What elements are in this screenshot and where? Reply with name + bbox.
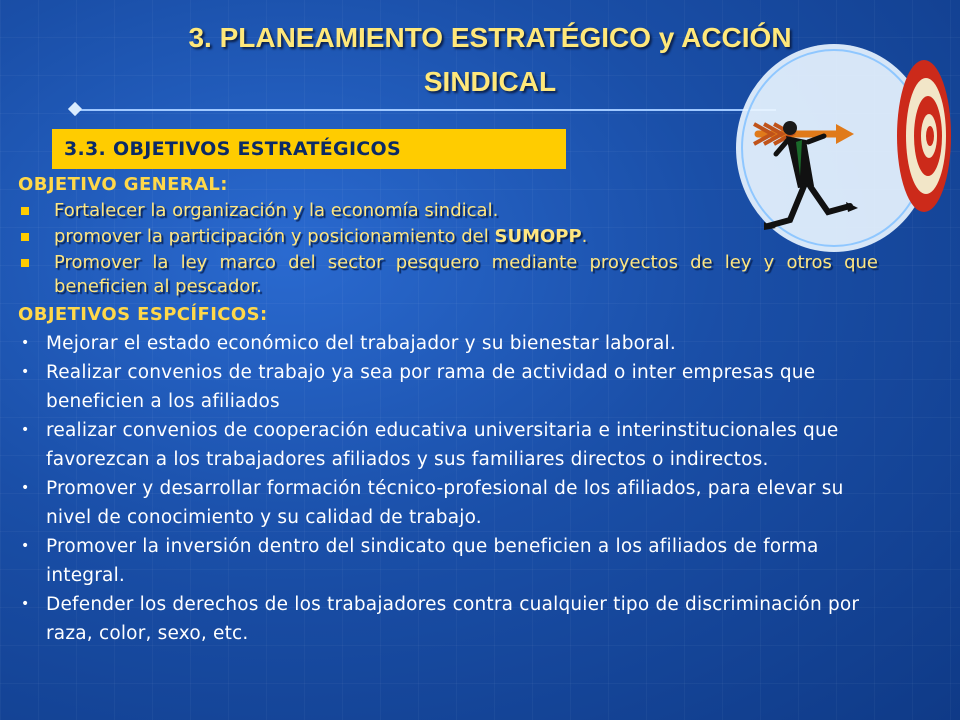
list-item (18, 590, 878, 648)
dot-bullet-icon: • (21, 480, 30, 496)
list-item (18, 532, 878, 590)
specific-item-text: Promover y desarrollar formación técnico-profesional de los afiliados, para elevar su nivel de conocimiento y su calidad de trabajo. (46, 478, 844, 528)
square-bullet-icon (21, 259, 29, 267)
list-item (18, 416, 878, 474)
square-bullet-icon (21, 207, 29, 215)
specific-item-text: realizar convenios de cooperación educativa universitaria e interinstitucionales que favorezcan a los trabajadores afiliados y sus familiares directos o indirectos. (46, 420, 839, 470)
list-item (18, 251, 878, 299)
list-item (18, 358, 878, 416)
specific-item-text: Promover la inversión dentro del sindicato que beneficien a los afiliados de forma integral. (46, 536, 819, 586)
dot-bullet-icon: • (21, 335, 30, 351)
section-heading: 3.3. OBJETIVOS ESTRATÉGICOS (52, 129, 566, 169)
title-divider (76, 109, 776, 111)
general-item-text: Promover la ley marco del sector pesquero mediante proyectos de ley y otros que beneficien al pescador. (54, 252, 878, 297)
specific-objectives-list (18, 329, 878, 648)
dot-bullet-icon: • (21, 364, 30, 380)
slide-body (18, 171, 878, 648)
list-item (18, 225, 878, 249)
list-item (18, 474, 878, 532)
list-item (18, 199, 878, 223)
dot-bullet-icon: • (21, 596, 30, 612)
square-bullet-icon (21, 233, 29, 241)
specific-item-text: Mejorar el estado económico del trabajador y su bienestar laboral. (46, 333, 676, 354)
general-objective-list (18, 199, 878, 299)
slide-title-line1: 3. PLANEAMIENTO ESTRATÉGICO y ACCIÓN (188, 22, 792, 53)
specific-item-text: Defender los derechos de los trabajadores contra cualquier tipo de discriminación por raza, color, sexo, etc. (46, 594, 860, 644)
dot-bullet-icon: • (21, 422, 30, 438)
divider-diamond-icon (68, 102, 82, 116)
general-item-end: . (581, 226, 588, 247)
specific-item-text: Realizar convenios de trabajo ya sea por rama de actividad o inter empresas que beneficien a los afiliados (46, 362, 816, 412)
slide-title-line2: SINDICAL (423, 66, 557, 97)
specific-objectives-label: OBJETIVOS ESPCÍFICOS: (18, 304, 268, 325)
union-acronym: SUMOPP (494, 226, 582, 247)
general-item-text: Fortalecer la organización y la economía sindical. (54, 200, 499, 221)
list-item (18, 329, 878, 358)
dot-bullet-icon: • (21, 538, 30, 554)
general-item-text: promover la participación y posicionamiento del (54, 226, 495, 247)
general-objective-label: OBJETIVO GENERAL: (18, 174, 228, 195)
